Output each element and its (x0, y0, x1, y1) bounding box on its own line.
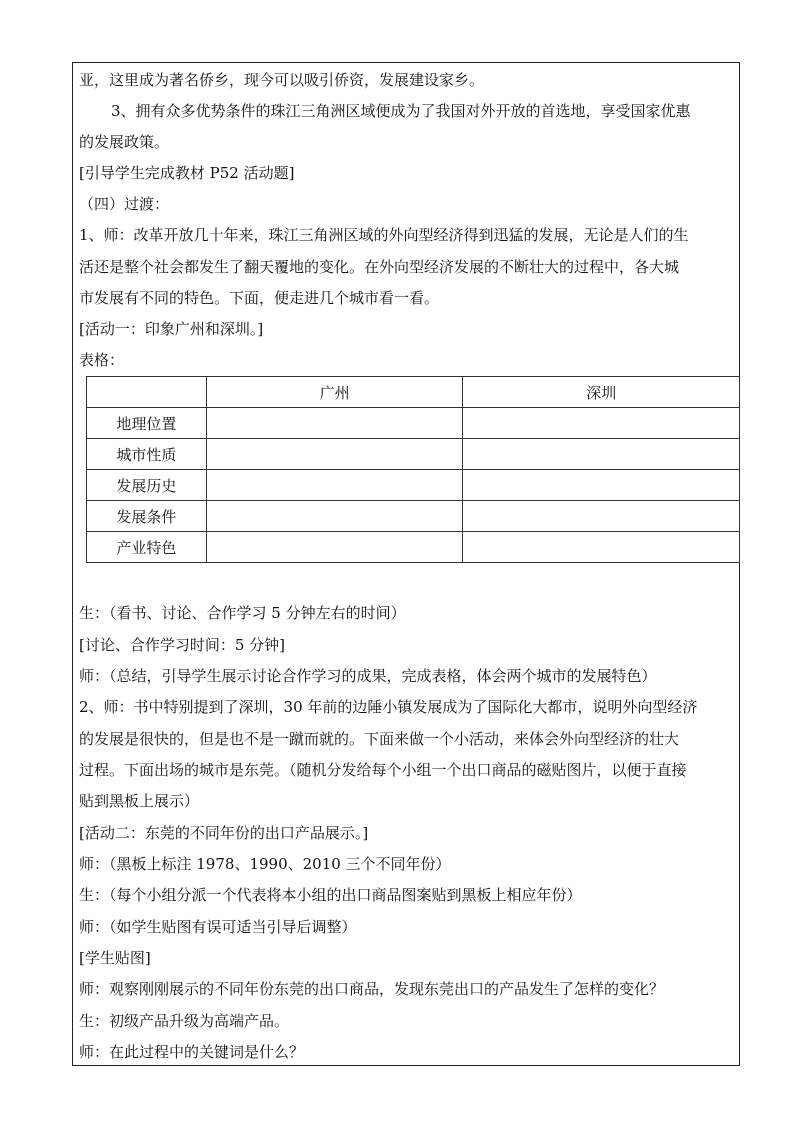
text-line: 活还是整个社会都发生了翻天覆地的变化。在外向型经济发展的不断壮大的过程中，各大城 (79, 258, 680, 276)
text-line: 师：（黑板上标注 1978、1990、2010 三个不同年份） (79, 855, 451, 873)
text-line: 师：（如学生贴图有误可适当引导后调整） (79, 918, 357, 936)
text-line: [讨论、合作学习时间：5 分钟] (79, 636, 286, 654)
text-line: 生：初级产品升级为高端产品。 (79, 1012, 290, 1030)
row-label: 地理位置 (87, 408, 207, 439)
text-line: 表格： (79, 351, 125, 369)
table-header-cell: 深圳 (463, 377, 740, 408)
city-comparison-table (86, 376, 740, 563)
text-line: [引导学生完成教材 P52 活动题] (79, 164, 295, 182)
table-cell[interactable] (463, 532, 740, 563)
text-line: 的发展是很快的，但是也不是一蹴而就的。下面来做一个小活动，来体会外向型经济的壮大 (79, 730, 680, 748)
text-line: 师：（总结，引导学生展示讨论合作学习的成果，完成表格，体会两个城市的发展特色） (79, 667, 657, 685)
text-line: [活动一：印象广州和深圳。] (79, 320, 264, 338)
row-label: 产业特色 (87, 532, 207, 563)
table-cell[interactable] (206, 501, 463, 532)
table-header-row (87, 377, 740, 408)
document-frame (72, 62, 740, 1066)
table-cell[interactable] (206, 408, 463, 439)
table-header-cell (87, 377, 207, 408)
table-cell[interactable] (463, 470, 740, 501)
text-line: 3、拥有众多优势条件的珠江三角洲区域便成为了我国对外开放的首选地，享受国家优惠 (111, 102, 691, 120)
table-row (87, 408, 740, 439)
text-line: 师：观察刚刚展示的不同年份东莞的出口商品，发现东莞出口的产品发生了怎样的变化？ (79, 980, 665, 998)
table-row (87, 532, 740, 563)
table-cell[interactable] (463, 501, 740, 532)
table-cell[interactable] (206, 439, 463, 470)
row-label: 发展历史 (87, 470, 207, 501)
text-line: 过程。下面出场的城市是东莞。（随机分发给每个小组一个出口商品的磁贴图片，以便于直接 (79, 761, 687, 779)
row-label: 城市性质 (87, 439, 207, 470)
text-line: 2、师：书中特别提到了深圳，30 年前的边陲小镇发展成为了国际化大都市，说明外向型经济 (79, 698, 698, 716)
table-cell[interactable] (463, 408, 740, 439)
text-line: 贴到黑板上展示） (79, 792, 200, 810)
row-label: 发展条件 (87, 501, 207, 532)
table-cell[interactable] (206, 532, 463, 563)
text-line: 亚，这里成为著名侨乡，现今可以吸引侨资，发展建设家乡。 (79, 71, 485, 89)
table-cell[interactable] (206, 470, 463, 501)
table-cell[interactable] (463, 439, 740, 470)
table-header-cell: 广州 (206, 377, 463, 408)
text-line: [活动二：东莞的不同年份的出口产品展示。] (79, 824, 369, 842)
text-line: 生：（看书、讨论、合作学习 5 分钟左右的时间） (79, 604, 406, 622)
text-line: 师：在此过程中的关键词是什么？ (79, 1043, 305, 1061)
text-line: 市发展有不同的特色。下面，便走进几个城市看一看。 (79, 289, 440, 307)
text-line: [学生贴图] (79, 949, 151, 967)
text-line: 的发展政策。 (79, 133, 170, 151)
text-line: 生：（每个小组分派一个代表将本小组的出口商品图案贴到黑板上相应年份） (79, 886, 582, 904)
table-row (87, 470, 740, 501)
text-line: 1、师：改革开放几十年来，珠江三角洲区域的外向型经济得到迅猛的发展，无论是人们的生 (79, 226, 689, 244)
table-row (87, 439, 740, 470)
table-row (87, 501, 740, 532)
text-line: （四）过渡： (79, 195, 170, 213)
